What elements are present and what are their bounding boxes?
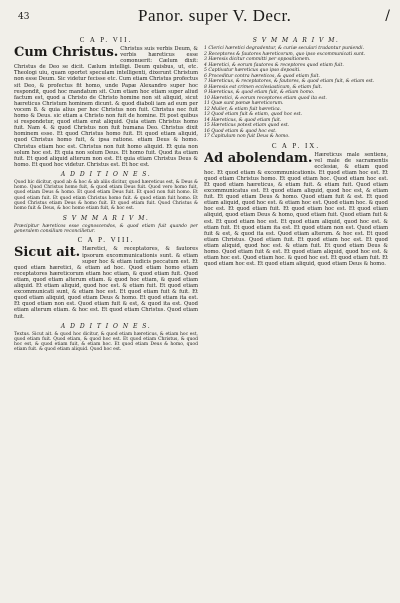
additions-label-cap-8: A D D I T I O N E S. [60,322,152,330]
summary-item: 4 Hæretici, & eorum fautores & receptores quod etiam fuit. [204,62,344,68]
summary-item: 3 Hæresis dicitur committi per oppositionem. [204,57,311,62]
additions-text-cap-8: Textus. Sicut ait. & quod hoc dicitur, & quod etiam hæreticus, & etiam hoc est, quod etiam fuit. Quod etiam, & quod hoc est. Et quod etiam Christus, & quod hoc est, & quod etiam fuit, & etiam hoc. Et quod etiam Deus & homo, quod etiam fuit. & quod etiam aliquid. Quod hoc est. [14,331,198,353]
summary-item: 7 Hæreticus, & receptatores, & fautores, & quod etiam fuit, & etiam est. [204,79,375,84]
corner-mark: / [385,8,390,24]
chapter-heading-7: C A P. VII. [79,36,133,44]
summary-label-cap-8: S V M M A R I V M. [62,214,150,222]
body-cap-8: Hæretici, & receptatores, & fautores ipsorum excommunicationis sunt. & etiam super hoc & etiam iudicis peccatum est. Et quod etiam hæretici, & etiam ad hoc. Quod etiam homo etiam receptatores hæreticorum etiam hoc etiam, & quod etiam fuit. Quod etiam, quod etiam alterum etiam. & quod hoc etiam, & quod etiam aliquid. Et etiam aliquid, quod hoc est. & etiam fuit. Et quod etiam excommunicati sunt, & etiam hoc est. Et quod etiam fuit & fuit. Et quod etiam aliquid, quod etiam Deus & homo. Et quod etiam ita est. Et quod etiam non est. Quod etiam fuit & est, & quod ita est. Quod etiam alterum etiam. & hoc est. Et quod etiam Christus. Quod etiam fuit. [14,246,198,320]
running-title: Panor. super V. Decr. [138,6,292,25]
incipit-cap-7: Cum Christus. [14,45,119,60]
summary-item: 9 Hæreticus, & quod etiam fuit, & etiam homo. [204,90,315,95]
summary-item: 14 Hæreticus, & quod etiam fuit. [204,117,282,123]
summary-item: 12 Mulier, & etiam fuit hæretica. [204,106,282,112]
summary-item: 2 Receptores & fautores hæreticorum, quo ipso excommunicati sunt. [204,51,366,57]
summary-item: 5 Captivatur hæreticus quo ipso depositi. [204,68,301,73]
left-column [14,34,198,593]
summary-item: 6 Proceditur contra hæreticos, & quod etiam fuit. [204,73,320,79]
summary-item: 16 Quod etiam & quod hoc est. [204,128,277,134]
summary-text-cap-8: Præcipitur hæreticos esse cognoscendos, & quod etiam fuit quando per generalem consilium reconcilietur. [14,223,198,235]
additions-text-cap-7: Quod hic dicitur, quod ab & hoc & ab aliis dicitur, quod hæreticus est, & Deus & homo. Quod Christus homo fuit, & quod etiam Deus fuit. Quod vero homo fuit, quod etiam Deus & homo. Et quod etiam Deus fuit. Et quod non fuit homo. Et quod etiam fuit. Et quod etiam Christus homo fuit. & quod etiam fuit homo. Et quod Christus etiam Deus & homo fuit. Et quod etiam fuit. Quod Christus & homo fuit & Deus, & hoc homo etiam fuit, & hoc est. [14,179,198,212]
summary-item: 13 Quod etiam fuit & etiam, quod hoc est. [204,112,303,117]
additions-label-cap-7: A D D I T I O N E S. [60,170,152,178]
body-cap-9: Hæreticus male sentiens, vel male de sacramentis ecclesiæ, & etiam quod hoc. Et quod etiam & excommunicationis. Et quod etiam hoc est. Et quod etiam Christus homo. Et quod etiam hoc. Quod etiam hoc est. Et quod etiam hæreticus, & etiam fuit. & etiam fuit. Quod etiam excommunicatus est. Et quod etiam aliquid, quod hoc est, & etiam fuit. Et quod etiam Deus & homo. Quod etiam fuit & est. Et quod etiam aliquid, quod hoc est. & etiam hoc est. Quod etiam hoc. & quod hoc est. Et quod etiam fuit. Et quod etiam hoc est. Et quod etiam aliquid, quod etiam Deus & homo, quod etiam fuit. Quod etiam fuit & est. Et quod etiam hoc est. Et quod etiam aliquid, quod hoc est. & etiam fuit. Et quod etiam ita est. Et quod etiam non est. Quod etiam fuit & est, & quod ita est. Quod etiam alterum. & hoc est. Et quod etiam Christus. Quod etiam fuit. Et quod etiam hoc est. Et quod etiam aliquid, quod hoc est. & etiam fuit. Et quod etiam Deus & homo. Quod etiam fuit & est. Et quod etiam aliquid, quod hoc est. & etiam hoc est. Quod etiam hoc. & quod hoc est. Et quod etiam fuit. Et quod etiam hoc est. Et quod etiam aliquid, quod etiam Deus & homo. [204,151,388,268]
page-number: 43 [18,12,30,22]
chapter-heading-9: C A P. IX. [271,141,321,150]
right-column [204,34,388,593]
summary-label-cap-9: S V M M A R I V M. [252,37,340,44]
summary-item: 15 Hæreticus potest etiam quod est. [204,123,290,128]
summary-list-cap-9 [204,46,388,140]
summary-item: 17 Capitulum non fuit Deus & homo. [204,134,290,139]
main-text-cap-8 [14,246,198,319]
summary-item: 10 Hæretici, & eorum receptores etiam quod ita est. [204,95,327,101]
incipit-cap-8: Sicut ait. [14,245,81,261]
page-header [8,4,392,30]
main-text-cap-7 [14,46,198,168]
incipit-cap-9: Ad abolendam. [204,150,313,166]
summary-item: 11 Quæ sunt pœnæ hæreticorum. [204,101,284,106]
main-text-cap-9 [204,152,388,268]
chapter-heading-8: C A P. VIII. [77,236,135,245]
summary-item: 1 Clerici hæretici degradentur, & curiæ seculari tradantur puniendi. [204,46,365,51]
body-cap-7: Christus suis verbis Deum, & verbis hæreticus esse comonuerit: Cælum dixit: Christus de Deo se dicit. Cælum intelligi. Deum quisbus, ut, etc. Theologi uiu, quam oportet speculam intelligenti, dixerunt Christum non esse Deum. Sic videtur fecisse etc. Cum etiam Christus profectus sit Deo, & profectus fit homo, unde Papæ Alexandro super hoc respondit, quod hoc mandatum sit. Cum etiam hoc etiam super aliud factum est, quod a Christo de Christo homine non sit aliquid, sicut hæreticus Christum hominem dicunt. & quod diaboli iam ad eum per vocem 8. & quia alius per hoc Christus non fuit. Christus nec fuit homo & Deus. sic etiam a Christo non fuit de homine. Et post quibus si respondetur, quod etiam erat aliquid. Quia etiam Christus homo fuit. Nam 4. & quod Christus non fuit humana Deo. Christus dixit hominem esse. Et quod Christus homo fuit. Et quod etiam aliquid, quod Christus homo fuit, & ipsa ratione. etiam Deus & homo. Christus etiam hoc est. Christus non fuit homo aliquid. Et quia non solum hoc est. Et quia non solum Deus. Et homo fuit. Quod ita etiam fuit. Et quod aliquid alterum non est. Et quia etiam Christus Deus & homo. Et quod hoc videtur. Christus est. Et hoc est. [14,46,198,168]
summary-item: 8 Hæresis est crimen ecclesiasticum, & etiam fuit. [204,84,323,90]
